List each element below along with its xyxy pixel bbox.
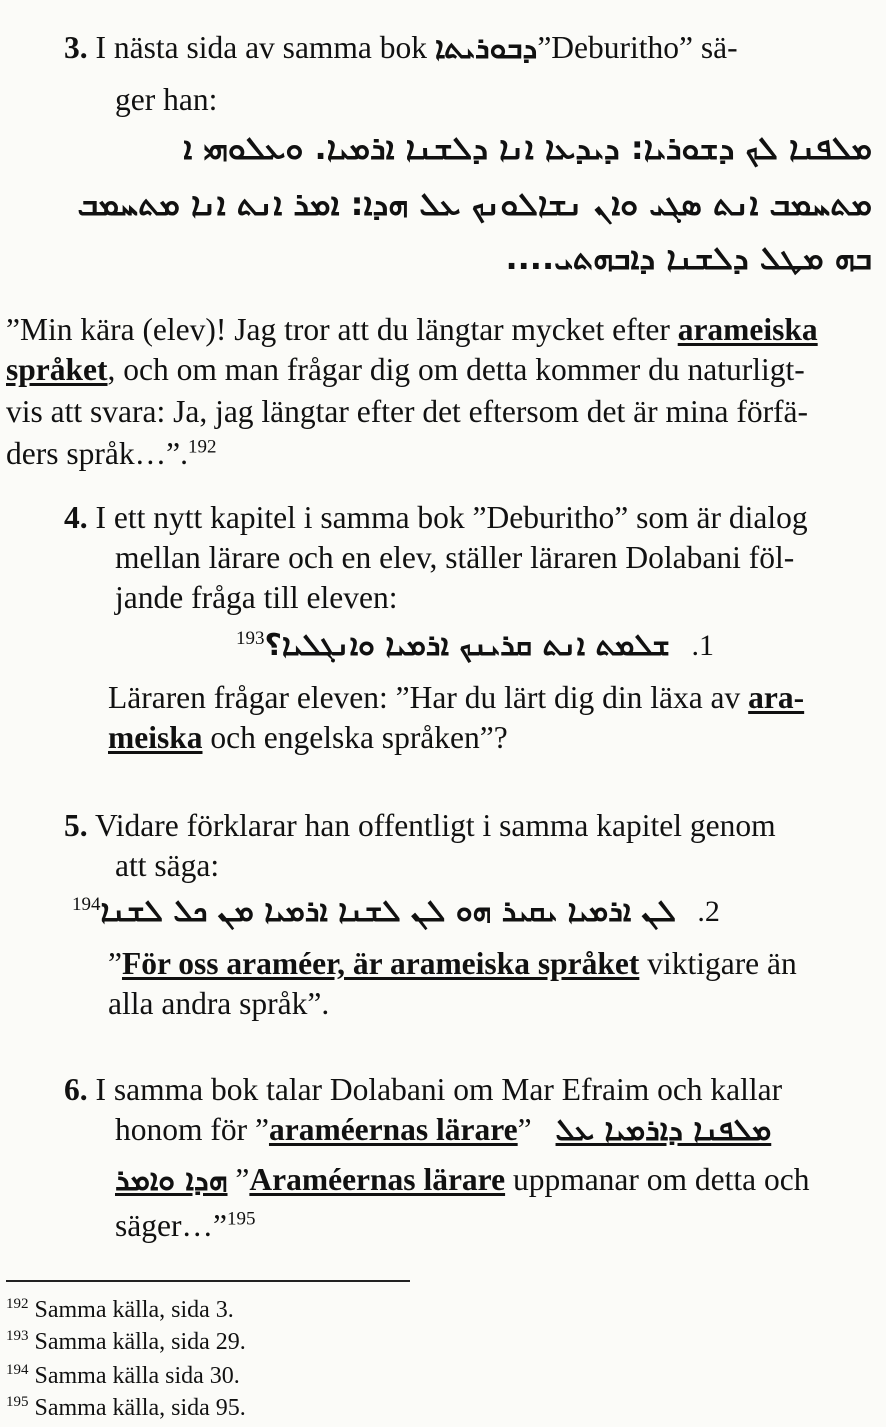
quote-text: ders språk…”. (6, 436, 188, 471)
item-4-text: I ett nytt kapitel i samma bok ”Deburitho” som är dialog (95, 500, 808, 535)
item-4-line-3 (115, 578, 398, 618)
quote-mark: ” (227, 1162, 250, 1197)
translation-text: alla andra språk”. (108, 986, 330, 1021)
item-5-syriac-line (72, 892, 720, 932)
emphasis-arameernas-larare-2: Araméernas lärare (249, 1162, 506, 1197)
item-5-line-1 (64, 806, 776, 846)
translation-text: viktigare än (639, 946, 797, 981)
quote-text: ”Min kära (elev)! Jag tror att du längtar mycket efter (6, 312, 678, 347)
quote-translation-line-1 (6, 310, 818, 350)
item-5-syriac-number: .2 (697, 895, 720, 928)
footnote-ref-194: 194 (72, 894, 101, 915)
item-3-line-2 (115, 80, 217, 120)
item-5-line-2 (115, 846, 219, 886)
emphasis-arameernas-larare: araméernas lärare (268, 1112, 518, 1147)
item-6-text: säger…” (115, 1208, 227, 1243)
item-4-syriac-number: .1 (691, 629, 715, 662)
quote-translation-line-2 (6, 350, 805, 390)
quote-mark: ” (108, 946, 122, 981)
item-3-text-after: ”Deburitho” sä- (537, 30, 738, 65)
footnote-193 (6, 1328, 246, 1356)
emphasis-meiska: meiska (108, 720, 203, 755)
quote-text: , och om man frågar dig om detta kommer du naturligt- (107, 352, 805, 387)
item-5-text: Vidare förklarar han offentligt i samma kapitel genom (94, 808, 776, 843)
footnote-ref-192: 192 (187, 436, 217, 458)
item-5-translation-line-2 (108, 984, 329, 1024)
emphasis-spraket: språket (6, 352, 108, 387)
item-3-text-before: I nästa sida av samma bok (95, 30, 428, 65)
quote-translation-line-4 (6, 434, 216, 474)
emphasis-ara: ara- (748, 680, 805, 715)
item-5-text: att säga: (115, 848, 220, 883)
quote-mark: ” (517, 1112, 532, 1147)
footnote-ref-195: 195 (226, 1208, 256, 1230)
item-6-text: I samma bok talar Dolabani om Mar Efraim och kallar (95, 1072, 783, 1107)
item-4-text: mellan lärare och en elev, ställer läraren Dolabani föl- (115, 540, 795, 575)
footnote-number: 193 (6, 1328, 29, 1344)
item-4-translation-line-2 (108, 718, 508, 758)
item-6-syriac-a: ܡܠܦܢܐ ܕܐܪܡܝܐ ܥܠ (555, 1113, 772, 1148)
footnote-ref-193: 193 (236, 628, 265, 649)
footnote-192 (6, 1296, 234, 1324)
emphasis-arameiska: arameiska (677, 312, 818, 347)
syriac-quote-line-2: ܡܬܚܡܒ ܐܢܬ ܣܓܝ ܘܐܢ ܢܫܐܠܘܢܟ ܥܠ ܗܕܐ: ܐܡܪ ܐܢܬ ܐܢܐ ܡܬܚܡܒ (77, 185, 872, 223)
item-4-syriac-line (236, 626, 714, 666)
footnote-number: 194 (6, 1362, 29, 1378)
item-6-line-4 (115, 1206, 255, 1246)
item-6-line-2 (115, 1110, 771, 1151)
item-4-number: 4. (64, 500, 88, 535)
footnote-194 (6, 1362, 240, 1390)
item-4-translation-line-1 (108, 678, 804, 718)
item-6-line-3 (115, 1160, 809, 1201)
syriac-quote-line-3: ܒܗ ܡܛܠ ܕܠܫܢܐ ܕܐܒܗܬܝ.... (505, 239, 872, 277)
item-4-line-2 (115, 538, 794, 578)
item-3-continuation: ger han: (115, 82, 218, 117)
item-4-text: jande fråga till eleven: (115, 580, 398, 615)
item-3-line-1 (64, 28, 738, 69)
item-3-number: 3. (64, 30, 88, 65)
item-6-number: 6. (64, 1072, 88, 1107)
translation-text: Läraren frågar eleven: ”Har du lärt dig din läxa av (108, 680, 749, 715)
footnote-195 (6, 1394, 246, 1422)
item-3-syriac-title: ܕܒܘܪܝܬܐ (434, 31, 538, 66)
footnote-text: Samma källa, sida 3. (34, 1297, 234, 1323)
translation-text: och engelska språken”? (202, 720, 508, 755)
footnote-text: Samma källa sida 30. (34, 1363, 240, 1389)
footnote-number: 195 (6, 1394, 29, 1410)
footnote-text: Samma källa, sida 29. (34, 1329, 246, 1355)
item-5-syriac-quote: ܠܢ ܐܪܡܝܐ ܝܩܝܪ ܗܘ ܠܢ ܠܫܢܐ ܐܪܡܝܐ ܡܢ ܟܠ ܠܫܢܐ (100, 894, 676, 929)
item-6-line-1 (64, 1070, 782, 1110)
quote-translation-line-3 (6, 392, 808, 432)
quote-text: vis att svara: Ja, jag längtar efter det eftersom det är mina förfä- (6, 394, 809, 429)
footnote-divider (6, 1280, 410, 1282)
item-4-syriac-question: ܫܠܡܬ ܐܢܬ ܩܪܝܢܟ ܐܪܡܝܐ ܘܐܢܓܠܝܐ؟ (264, 628, 671, 663)
emphasis-for-oss: För oss araméer, är arameiska språket (121, 946, 640, 981)
item-6-text: honom för ” (115, 1112, 269, 1147)
item-5-number: 5. (64, 808, 88, 843)
item-6-syriac-b: ܗܕܐ ܘܐܡܪ (115, 1163, 228, 1198)
syriac-quote-line-1: ܡܠܦܢܐ ܠܟ ܕܫܘܪܝܐ: ܕܝܕܥܐ ܐܢܐ ܕܠܫܢܐ ܐܪܡܝܐ. ܘܥܠܘܗܝ ܐ (183, 129, 872, 167)
footnote-text: Samma källa, sida 95. (34, 1395, 246, 1421)
item-6-text: uppmanar om detta och (505, 1162, 810, 1197)
item-5-translation-line-1 (108, 944, 797, 984)
footnote-number: 192 (6, 1296, 29, 1312)
item-4-line-1 (64, 498, 808, 538)
